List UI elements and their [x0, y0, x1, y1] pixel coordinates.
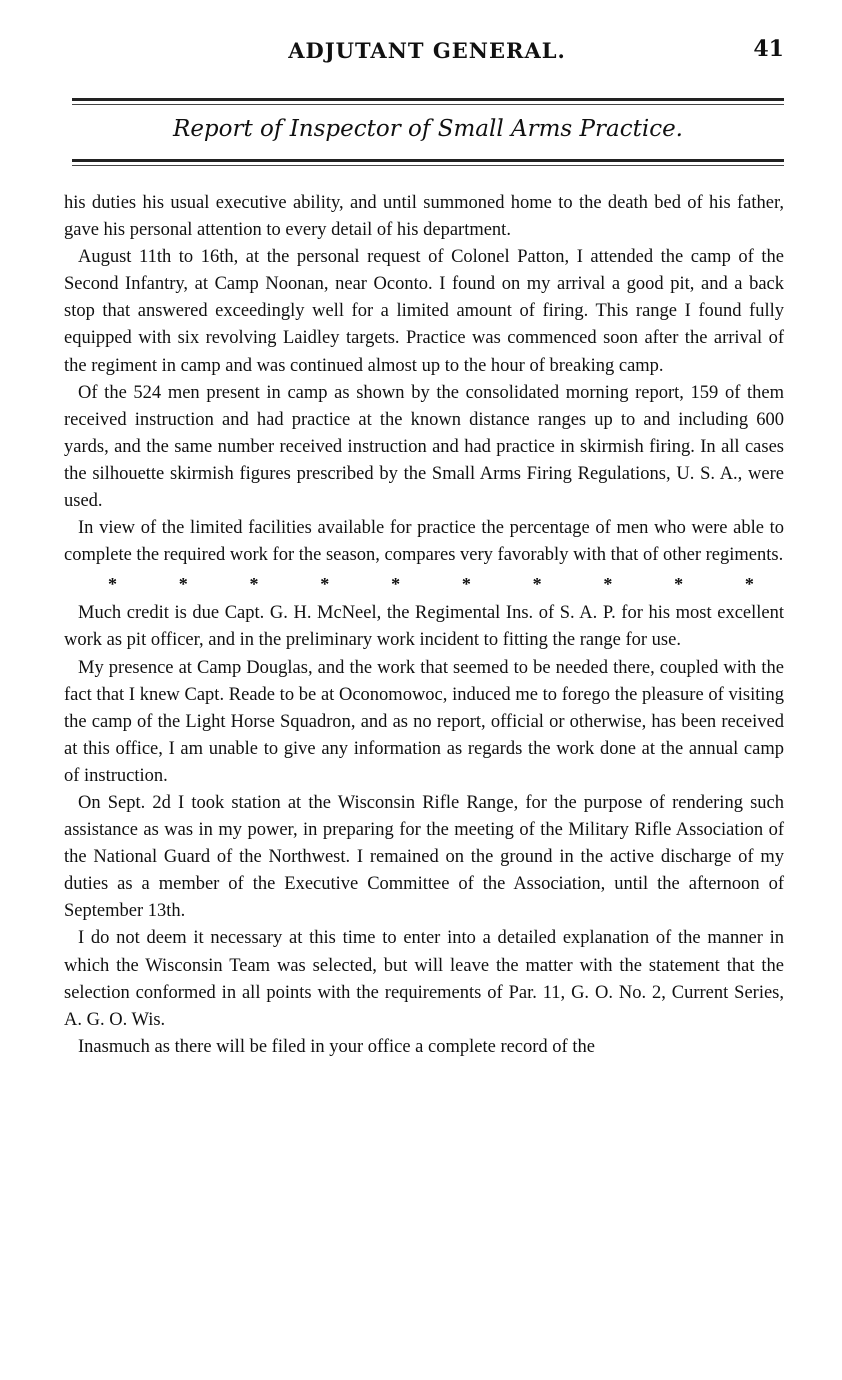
- paragraph: I do not deem it necessary at this time to enter into a detailed explanation of the manner in which the Wisconsin Team was selected, but will leave the matter with the statement that the selection conformed in all points with the requirements of Par. 11, G. O. No. 2, Current Series, A. G. O. Wis.: [64, 928, 784, 1030]
- paragraph: Of the 524 men present in camp as shown by the consolidated morning report, 159 of them received instruction and had practice at the known distance ranges up to and including 600 yards, and the same number received instruction and had practice in skirmish firing. In all cases the silhouette skirmish figures prescribed by the Small Arms Firing Regulations, U. S. A., were used.: [64, 382, 784, 512]
- separator-star: *: [391, 574, 401, 595]
- paragraph: In view of the limited facilities available for practice the percentage of men who were able to complete the required work for the season, compares very favorably with that of other regiments.: [64, 518, 784, 566]
- separator-star: *: [532, 574, 542, 595]
- paragraph: On Sept. 2d I took station at the Wisconsin Rifle Range, for the purpose of rendering such assistance as was in my power, in preparing for the meeting of the Military Rifle Association of the National Guard of the Northwest. I remained on the ground in the active discharge of my duties as a member of the Executive Committee of the Association, until the afternoon of September 13th.: [64, 792, 784, 922]
- page-number: 41: [753, 36, 784, 62]
- paragraph: his duties his usual executive ability, and until summoned home to the death bed of his father, gave his personal attention to every detail of his department.: [64, 193, 784, 241]
- running-header: ADJUTANT GENERAL.: [288, 38, 566, 63]
- separator-star: *: [320, 574, 330, 595]
- section-subtitle: Report of Inspector of Small Arms Practice.: [173, 116, 683, 142]
- paragraph: August 11th to 16th, at the personal request of Colonel Patton, I attended the camp of the Second Infantry, at Camp Noonan, near Oconto. I found on my arrival a good pit, and a back stop that answered exceedingly well for a limited amount of firing. This range I found fully equipped with six revolving Laidley targets. Practice was commenced soon after the arrival of the regiment in camp and was continued almost up to the hour of breaking camp.: [64, 247, 784, 376]
- separator-star: *: [603, 574, 613, 595]
- separator-star: *: [249, 574, 259, 595]
- header-rule: [72, 98, 784, 101]
- header-rule-thin: [72, 104, 784, 105]
- paragraph: Inasmuch as there will be filed in your office a complete record of the: [78, 1036, 595, 1057]
- separator-star: *: [178, 574, 188, 595]
- paragraph: Much credit is due Capt. G. H. McNeel, the Regimental Ins. of S. A. P. for his most excellent work as pit officer, and in the preliminary work incident to fitting the range for use.: [64, 603, 784, 651]
- subtitle-rule-thin: [72, 165, 784, 166]
- section-separator: [64, 569, 784, 600]
- subtitle-rule: [72, 159, 784, 162]
- separator-star: *: [108, 574, 117, 595]
- separator-star: *: [461, 574, 471, 595]
- paragraph: My presence at Camp Douglas, and the work that seemed to be needed there, coupled with the fact that I knew Capt. Reade to be at Oconomowoc, induced me to forego the pleasure of visiting the camp of the Light Horse Squadron, and as no report, official or otherwise, has been received at this office, I am unable to give any information as regards the work done at the annual camp of instruction.: [64, 657, 784, 786]
- body-text: [64, 190, 784, 1061]
- separator-star: *: [674, 574, 684, 595]
- separator-star: *: [744, 574, 754, 595]
